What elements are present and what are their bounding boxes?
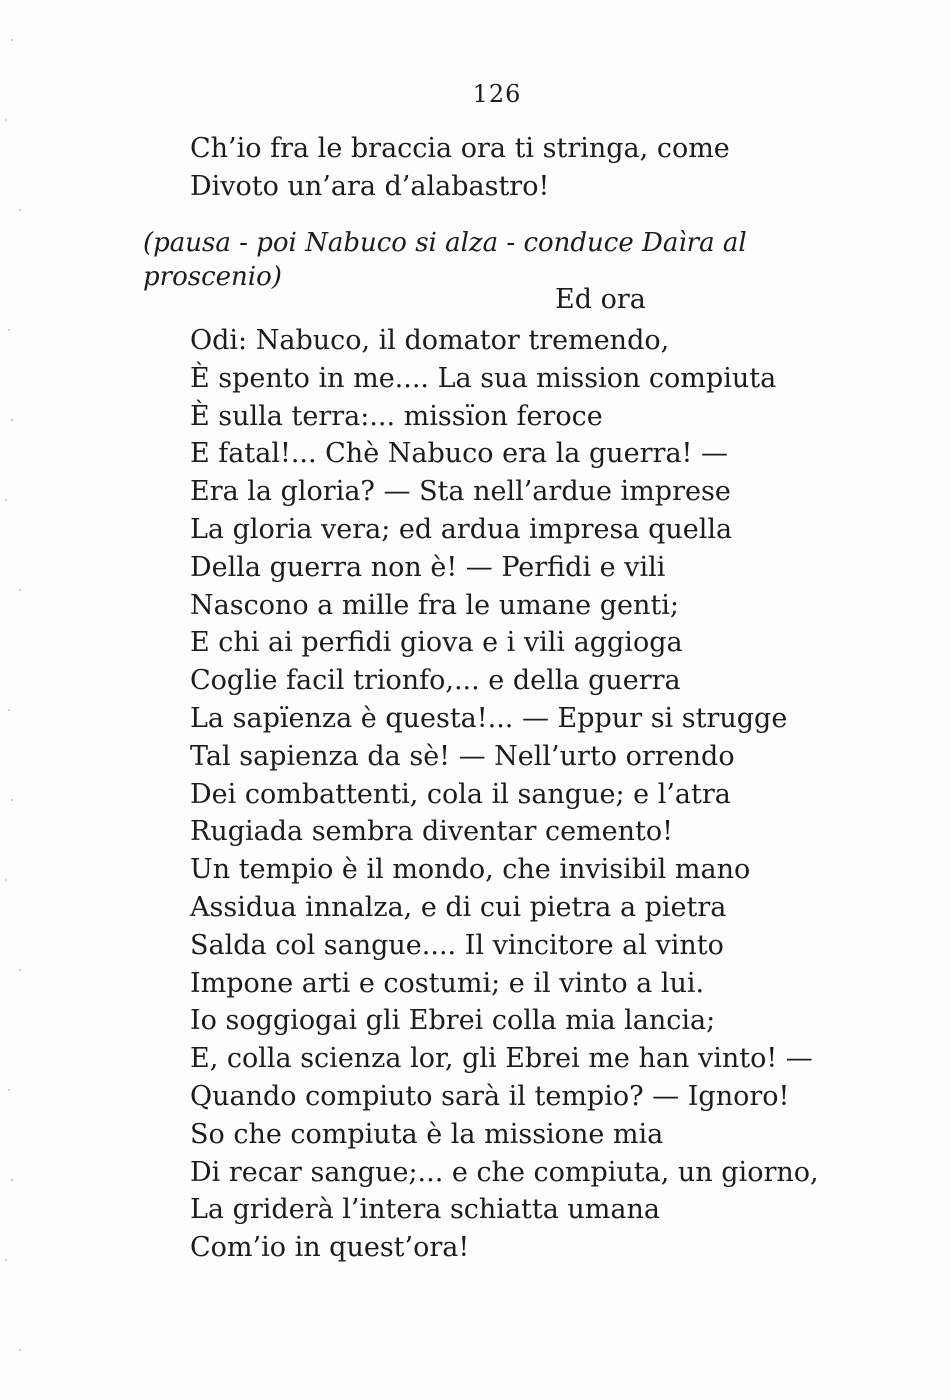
page-number: 126 (472, 80, 522, 108)
verse-line: Com’io in quest’ora! (190, 1232, 470, 1264)
verse-line: Un tempio è il mondo, che invisibil mano (190, 854, 751, 886)
verse-line: È spento in me.... La sua mission compiuta (190, 362, 777, 394)
verse-block-top (190, 130, 730, 206)
verse-line: Della guerra non è! — Perfidi e vili (190, 551, 666, 583)
stage-direction: (pausa - poi Nabuco si alza - conduce Daìra al proscenio) (143, 228, 747, 292)
verse-line: La griderà l’intera schiatta umana (190, 1194, 660, 1226)
verse-line: Nascono a mille fra le umane genti; (190, 589, 679, 621)
verse-line: Divoto un’ara d’alabastro! (190, 170, 550, 202)
verse-line: Di recar sangue;... e che compiuta, un giorno, (190, 1156, 819, 1188)
verse-line: Rugiada sembra diventar cemento! (190, 816, 674, 848)
verse-line: Era la gloria? — Sta nell’ardue imprese (190, 476, 731, 508)
verse-line: Assidua innalza, e di cui pietra a pietra (190, 891, 727, 923)
verse-line: La gloria vera; ed ardua impresa quella (190, 513, 733, 545)
verse-line: La sapïenza è questa!... — Eppur si strugge (190, 702, 788, 734)
verse-line: E fatal!... Chè Nabuco era la guerra! — (190, 438, 728, 470)
verse-block-main (190, 322, 819, 1267)
verse-line: So che compiuta è la missione mia (190, 1118, 664, 1150)
verse-line: Dei combattenti, cola il sangue; e l’atra (190, 778, 731, 810)
verse-line: Ch’io fra le braccia ora ti stringa, come (190, 133, 730, 164)
verse-line: Tal sapienza da sè! — Nell’urto orrendo (190, 740, 735, 772)
verse-line: Quando compiuto sarà il tempio? — Ignoro! (190, 1080, 790, 1112)
verse-line: Coglie facil trionfo,... e della guerra (190, 665, 681, 697)
verse-line: Salda col sangue.... Il vincitore al vinto (190, 929, 724, 961)
verse-line: Impone arti e costumi; e il vinto a lui. (190, 967, 705, 999)
verse-line: Io soggiogai gli Ebrei colla mia lancia; (190, 1005, 716, 1037)
verse-line: E, colla scienza lor, gli Ebrei me han vinto! — (190, 1043, 813, 1075)
verse-line: E chi ai perfidi giova e i vili aggioga (190, 627, 683, 659)
verse-line: È sulla terra:... missïon feroce (190, 400, 603, 432)
page-edge-speckle (0, 0, 40, 1400)
verse-line-continuation: Ed ora (555, 284, 646, 315)
verse-line: Odi: Nabuco, il domator tremendo, (190, 325, 670, 356)
